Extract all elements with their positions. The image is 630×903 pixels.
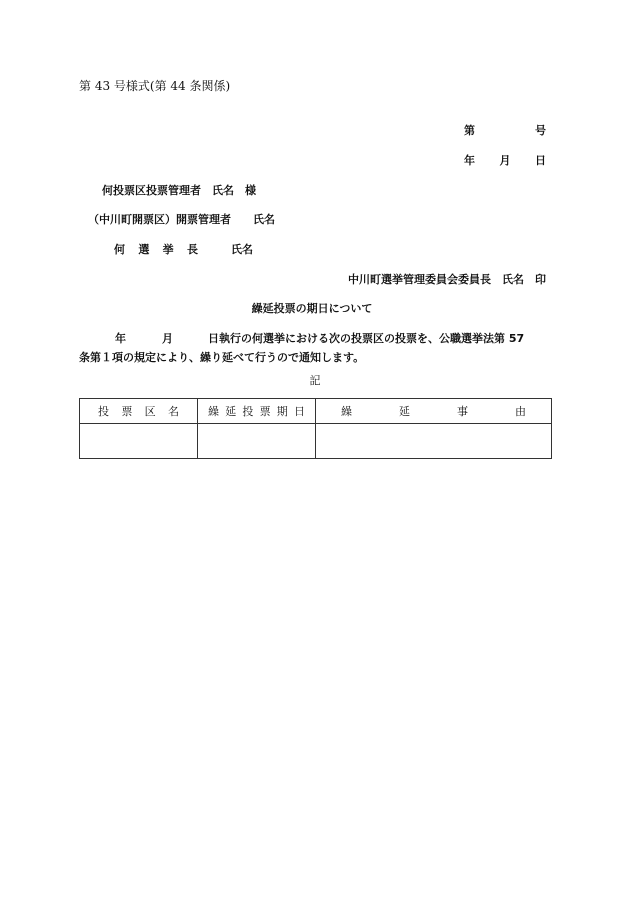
header-postponed-date bbox=[198, 399, 316, 424]
cell-postponed-date[interactable] bbox=[198, 424, 316, 459]
ki-label: 記 bbox=[309, 374, 321, 387]
doc-number bbox=[464, 125, 546, 136]
title-char: 挙 bbox=[162, 243, 174, 256]
header-char: 由 bbox=[515, 404, 526, 418]
sender: 中川町選挙管理委員会委員長 氏名 印 bbox=[348, 273, 546, 286]
form-label: 第 43 号様式(第 44 条関係) bbox=[79, 79, 231, 93]
doc-number-dai: 第 bbox=[464, 124, 475, 137]
body-line1: 日執行の何選挙における次の投票区の投票を、公職選挙法第 57 bbox=[208, 332, 525, 345]
postponement-table bbox=[79, 398, 552, 459]
recipient-counting-manager: （中川町開票区）開票管理者 氏名 bbox=[88, 213, 275, 226]
header-char: 票 bbox=[121, 404, 133, 418]
table-row bbox=[80, 424, 552, 459]
header-char: 延 bbox=[399, 404, 410, 418]
date-month: 月 bbox=[499, 154, 511, 167]
doc-date bbox=[464, 155, 546, 166]
header-char: 繰 bbox=[208, 404, 219, 418]
recipient-polling-manager: 何投票区投票管理者 氏名 様 bbox=[102, 184, 256, 197]
title-char: 選 bbox=[138, 243, 150, 256]
date-day: 日 bbox=[535, 154, 546, 167]
cell-polling-district[interactable] bbox=[80, 424, 198, 459]
title-char: 長 bbox=[186, 243, 198, 256]
cell-postponement-reason[interactable] bbox=[316, 424, 552, 459]
body-line2: 条第１項の規定により、繰り延べて行うので通知します。 bbox=[79, 351, 365, 364]
title-char: 何 bbox=[114, 243, 125, 256]
document-title: 繰延投票の期日について bbox=[251, 302, 373, 315]
header-char: 期 bbox=[276, 404, 288, 418]
header-char: 票 bbox=[259, 404, 271, 418]
body-year: 年 bbox=[115, 332, 126, 345]
header-char: 投 bbox=[242, 404, 254, 418]
header-polling-district bbox=[80, 399, 198, 424]
header-char: 繰 bbox=[341, 404, 352, 418]
header-postponement-reason bbox=[316, 399, 552, 424]
header-char: 投 bbox=[98, 404, 109, 418]
header-char: 延 bbox=[225, 404, 237, 418]
date-year: 年 bbox=[464, 154, 475, 167]
recipient-election-chief-name: 氏名 bbox=[231, 243, 253, 256]
table-header-row bbox=[80, 399, 552, 424]
header-char: 区 bbox=[144, 404, 156, 418]
recipient-election-chief-title bbox=[114, 244, 198, 255]
header-char: 名 bbox=[167, 404, 179, 418]
body-month: 月 bbox=[162, 332, 173, 345]
header-char: 日 bbox=[293, 404, 305, 418]
doc-number-go: 号 bbox=[535, 124, 546, 137]
header-char: 事 bbox=[457, 404, 468, 418]
